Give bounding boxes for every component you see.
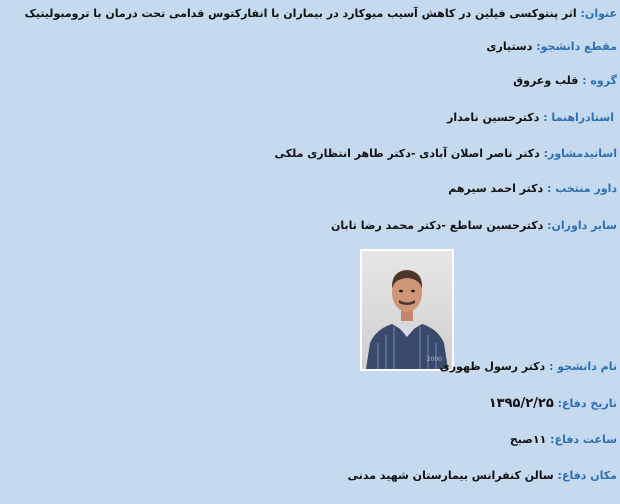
advisors-label: اساتیدمشاور: [543,147,617,160]
degree-value: دستیاری [486,40,533,53]
defense-date-row [489,397,617,411]
defense-date-label: تاریخ دفاع: [557,397,617,410]
title-value: اثر پنتوکسی فیلین در کاهش آسیب میوکارد در بیماران با انفارکتوس قدامی تحت درمان با ترومبولیتیک [24,7,577,20]
advisors-row [275,147,617,161]
defense-location-row [348,469,617,483]
defense-time-value: ۱۱صبح [509,433,547,446]
supervisor-value: دکترحسین نامدار [447,111,540,124]
student-photo [360,249,454,371]
defense-location-value: سالن کنفرانس بیمارستان شهید مدنی [347,469,554,482]
title-row [25,7,617,21]
department-value: قلب وعروق [513,74,579,87]
student-name-label: نام دانشجو : [549,360,617,373]
photo-stamp: 2000 [426,356,442,363]
student-name-row [440,360,617,374]
selected-referee-row [448,182,617,196]
supervisor-label: استادراهنما : [543,111,614,124]
defense-time-row [510,433,617,447]
defense-time-label: ساعت دفاع: [550,433,617,446]
department-row [513,74,617,88]
degree-label: مقطع دانشجو: [536,40,617,53]
other-referees-value: دکترحسین ساطع -دکتر محمد رضا تابان [330,219,544,232]
selected-referee-label: داور منتخب : [546,182,617,195]
department-label: گروه : [582,74,617,87]
other-referees-row [331,219,617,233]
degree-row [486,40,617,54]
defense-location-label: مکان دفاع: [557,469,617,482]
supervisor-row [447,111,614,125]
title-label: عنوان: [580,7,617,20]
other-referees-label: سایر داوران: [547,219,617,232]
student-name-value: دکتر رسول ظهوری [439,360,546,373]
selected-referee-value: دکتر احمد سیرهم [448,182,544,195]
student-portrait-icon [362,251,452,369]
defense-date-value: ۱۳۹۵/۲/۲۵ [488,396,554,411]
advisors-value: دکتر ناصر اصلان آبادی -دکتر طاهر انتظاری ملکی [274,147,540,160]
